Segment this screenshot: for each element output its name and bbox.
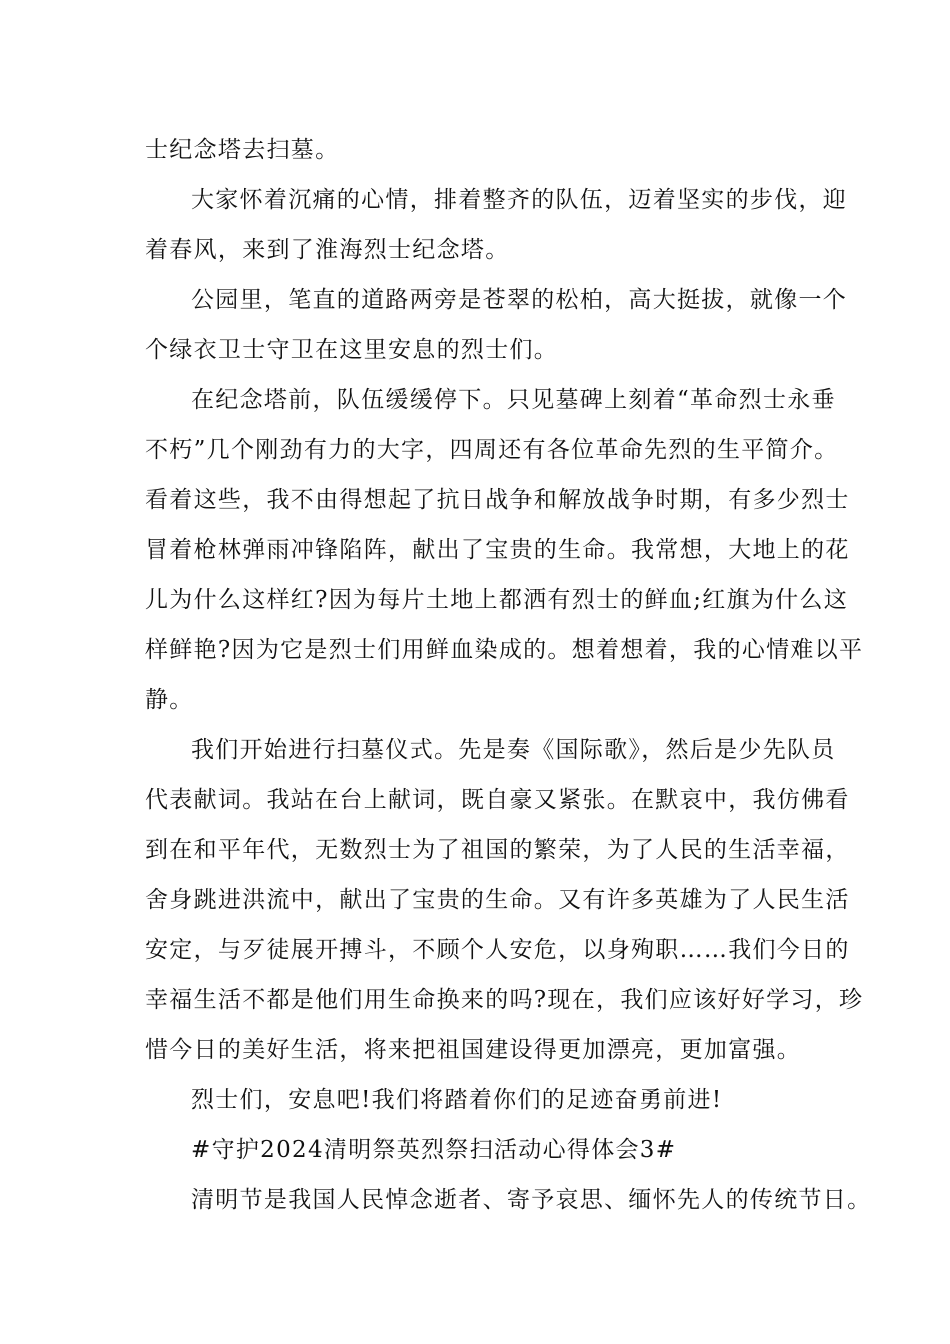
text-line: 安定，与歹徒展开搏斗，不顾个人安危，以身殉职……我们今日的 <box>145 937 850 963</box>
text-line: 静。 <box>145 687 194 713</box>
section-heading: #守护2024清明祭英烈祭扫活动心得体会3# <box>191 1137 677 1163</box>
text-line: 冒着枪林弹雨冲锋陷阵，献出了宝贵的生命。我常想，大地上的花 <box>145 537 850 563</box>
text-line: 烈士们，安息吧!我们将踏着你们的足迹奋勇前进! <box>191 1087 723 1113</box>
text-line: 惜今日的美好生活，将来把祖国建设得更加漂亮，更加富强。 <box>145 1037 802 1063</box>
text-line: 清明节是我国人民悼念逝者、寄予哀思、缅怀先人的传统节日。 <box>191 1187 872 1213</box>
text-line: 儿为什么这样红?因为每片土地上都洒有烈士的鲜血;红旗为什么这 <box>145 587 849 613</box>
text-line: 士纪念塔去扫墓。 <box>145 137 340 163</box>
text-line: 个绿衣卫士守卫在这里安息的烈士们。 <box>145 337 559 363</box>
text-line: 在纪念塔前，队伍缓缓停下。只见墓碑上刻着“革命烈士永垂 <box>191 387 836 413</box>
text-line: 不朽”几个刚劲有力的大字，四周还有各位革命先烈的生平简介。 <box>145 437 839 463</box>
text-line: 我们开始进行扫墓仪式。先是奏《国际歌》，然后是少先队员 <box>191 737 836 763</box>
text-line: 幸福生活不都是他们用生命换来的吗?现在，我们应该好好学习，珍 <box>145 987 864 1013</box>
text-line: 大家怀着沉痛的心情，排着整齐的队伍，迈着坚实的步伐，迎 <box>191 187 848 213</box>
text-line: 到在和平年代，无数烈士为了祖国的繁荣，为了人民的生活幸福， <box>145 837 850 863</box>
text-line: 着春风，来到了淮海烈士纪念塔。 <box>145 237 510 263</box>
text-line: 舍身跳进洪流中，献出了宝贵的生命。又有许多英雄为了人民生活 <box>145 887 850 913</box>
text-line: 样鲜艳?因为它是烈士们用鲜血染成的。想着想着，我的心情难以平 <box>145 637 864 663</box>
text-line: 代表献词。我站在台上献词，既自豪又紧张。在默哀中，我仿佛看 <box>145 787 850 813</box>
text-line: 公园里，笔直的道路两旁是苍翠的松柏，高大挺拔，就像一个 <box>191 287 848 313</box>
text-line: 看着这些，我不由得想起了抗日战争和解放战争时期，有多少烈士 <box>145 487 850 513</box>
